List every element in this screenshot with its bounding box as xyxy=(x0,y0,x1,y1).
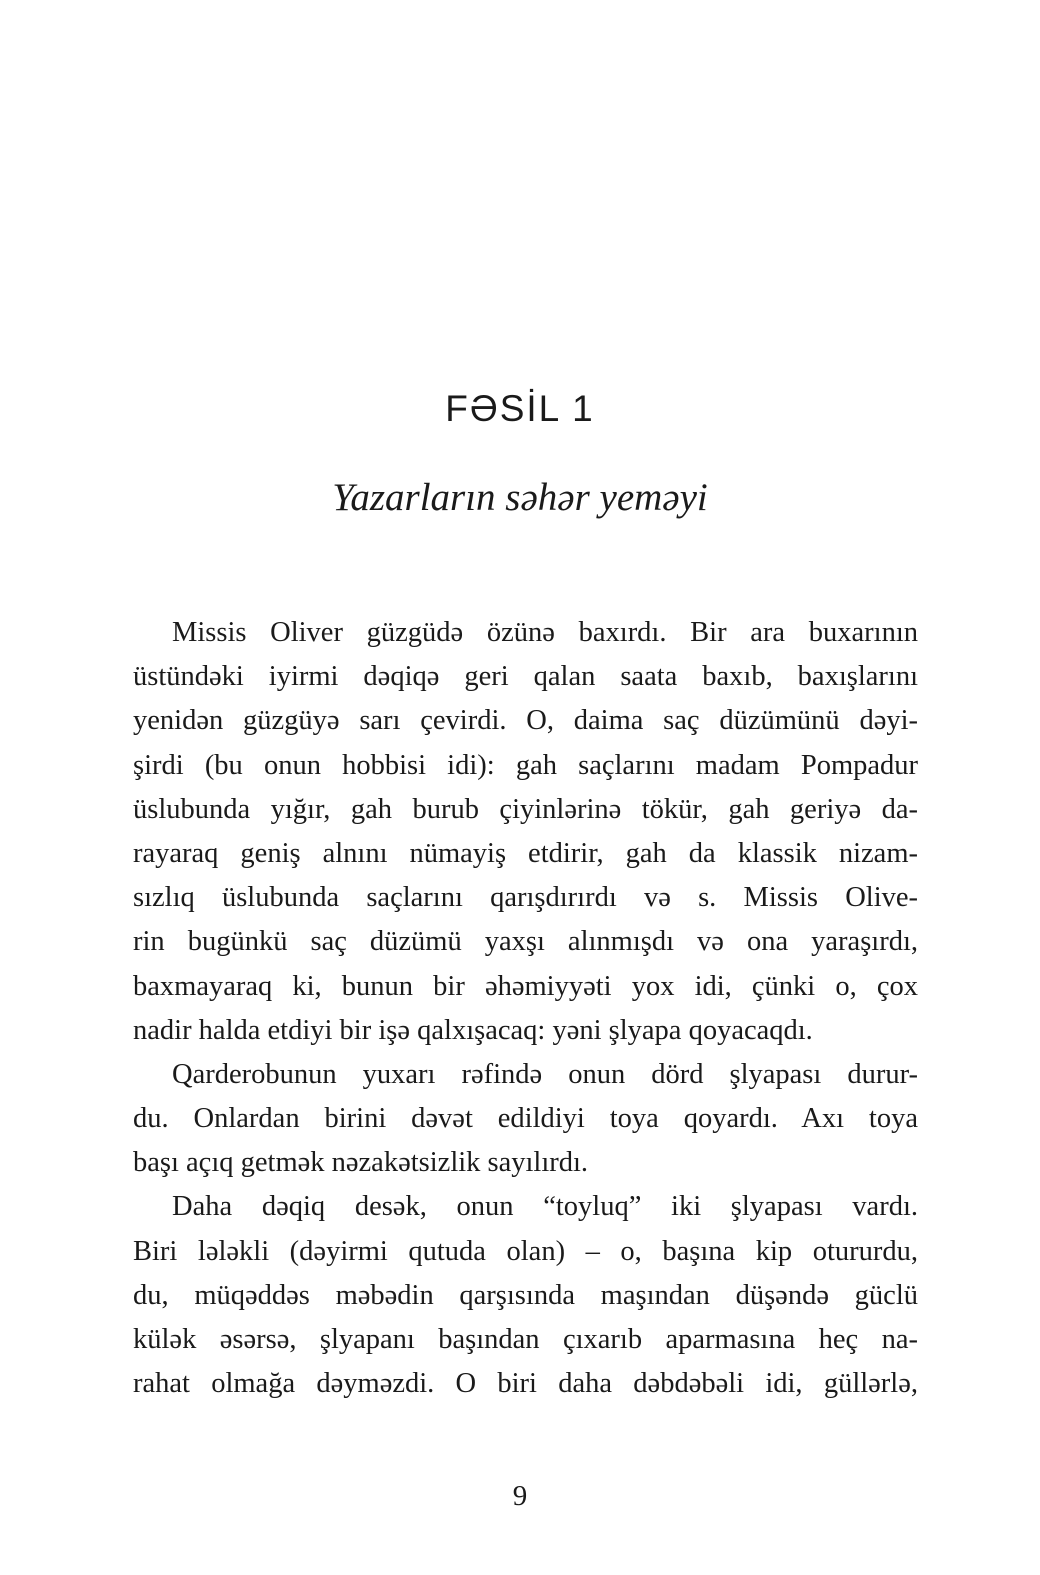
text-line: yenidən güzgüyə sarı çevirdi. O, daima saç düzümünü dəyi- xyxy=(133,705,918,737)
chapter-title: Yazarların səhər yeməyi xyxy=(332,476,708,519)
text-line: sızlıq üslubunda saçlarını qarışdırırdı və s. Missis Olive- xyxy=(133,882,918,914)
text-line: başı açıq getmək nəzakətsizlik sayılırdı. xyxy=(133,1147,589,1179)
text-line: rin bugünkü saç düzümü yaxşı alınmışdı və ona yaraşırdı, xyxy=(133,926,918,958)
text-line: şirdi (bu onun hobbisi idi): gah saçlarını madam Pompadur xyxy=(133,749,918,781)
text-line: baxmayaraq ki, bunun bir əhəmiyyəti yox idi, çünki o, çox xyxy=(133,970,918,1002)
text-line: du, müqəddəs məbədin qarşısında maşından düşəndə güclü xyxy=(133,1279,918,1311)
text-line: külək əsərsə, şlyapanı başından çıxarıb aparmasına heç na- xyxy=(133,1324,918,1355)
body-text xyxy=(133,611,918,1406)
chapter-heading: FƏSİL 1 xyxy=(445,388,595,429)
page-number: 9 xyxy=(512,1480,528,1512)
text-line: Biri lələkli (dəyirmi qutuda olan) – o, başına kip otururdu, xyxy=(133,1235,918,1267)
text-line: rahat olmağa dəyməzdi. O biri daha dəbdəbəli idi, güllərlə, xyxy=(133,1368,918,1400)
text-line: du. Onlardan birini dəvət edildiyi toya qoyardı. Axı toya xyxy=(133,1103,918,1135)
text-line: üslubunda yığır, gah burub çiyinlərinə tökür, gah geriyə da- xyxy=(133,793,918,825)
text-line: Missis Oliver güzgüdə özünə baxırdı. Bir ara buxarının xyxy=(172,617,918,648)
text-line: üstündəki iyirmi dəqiqə geri qalan saata baxıb, baxışlarını xyxy=(133,661,918,693)
text-line: nadir halda etdiyi bir işə qalxışacaq: yəni şlyapa qoyacaqdı. xyxy=(133,1014,813,1046)
text-line: rayaraq geniş alnını nümayiş etdirir, gah da klassik nizam- xyxy=(133,837,918,869)
text-line: Daha dəqiq desək, onun “toyluq” iki şlyapası vardı. xyxy=(172,1191,918,1223)
text-line: Qarderobunun yuxarı rəfində onun dörd şlyapası durur- xyxy=(172,1058,918,1090)
